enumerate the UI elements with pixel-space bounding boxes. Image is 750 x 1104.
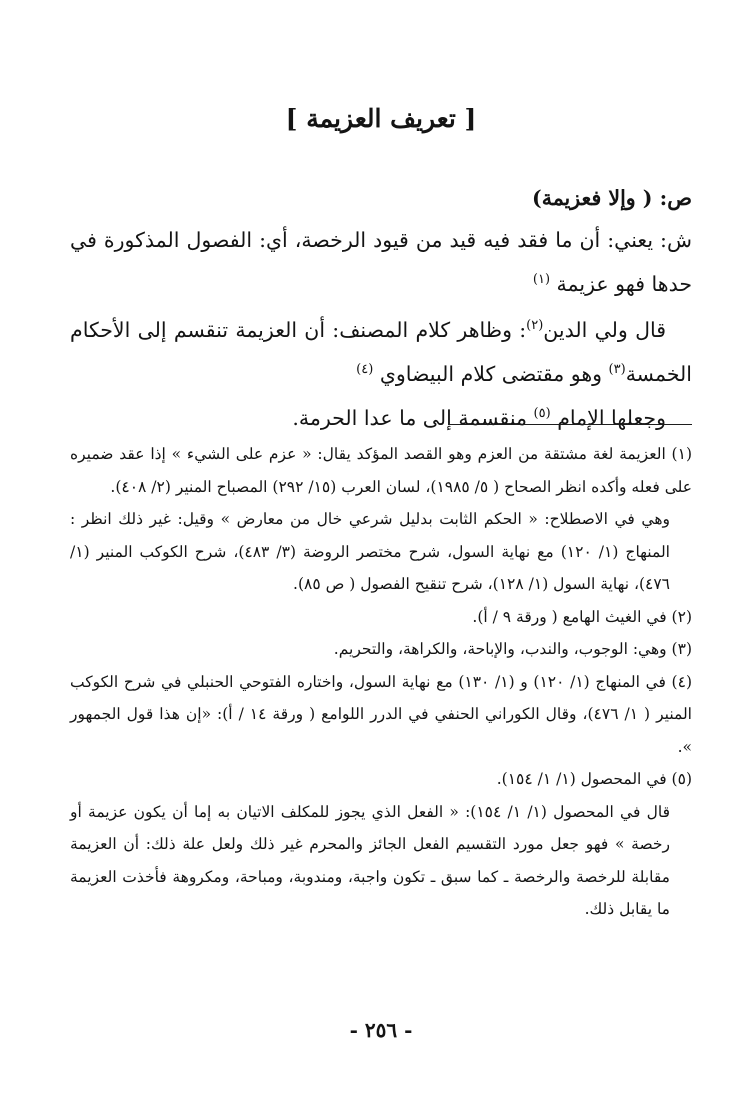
- footnote-ref-3[interactable]: (٣): [608, 362, 626, 377]
- imam-paragraph: [70, 394, 692, 438]
- matn-line: [70, 178, 692, 218]
- footnote-3: (٣) وهي: الوجوب، والندب، والإباحة، والكراهة، والتحريم.: [333, 640, 692, 658]
- opinion-text-1: قال ولي الدين: [543, 318, 667, 342]
- footnote-1-continued: وهي في الاصطلاح: « الحكم الثابت بدليل شرعي خال من معارض » وقيل: غير ذلك انظر : المنهاج (١/ ١٢٠) مع نهاية السول، شرح مختصر الروضة (٣/ ٤٨٣)، شرح الكوكب المنير (١/ ٤٧٦)، نهاية السول (١/ ١٢٨)، شرح تنقيح الفصول ( ص ٨٥).: [70, 510, 670, 593]
- footnote-2: (٢) في الغيث الهامع ( ورقة ٩ / أ).: [472, 607, 692, 626]
- footnote-ref-4[interactable]: (٤): [356, 362, 374, 377]
- page-number: - ٢٥٦ -: [349, 1018, 413, 1042]
- footnote-1: (١) العزيمة لغة مشتقة من العزم وهو القصد المؤكد يقال: « عزم على الشيء » إذا عقد ضميره على فعله وأكده انظر الصحاح ( ٥/ ١٩٨٥)، لسان العرب (١٥/ ٢٩٢) المصباح المنير (٢/ ٤٠٨).: [70, 445, 692, 496]
- main-text: [70, 178, 692, 452]
- footnote-5: (٥) في المحصول (١/ ١/ ١٥٤).: [496, 770, 692, 788]
- footnotes: [70, 438, 692, 926]
- commentary-text: ش: يعني: أن ما فقد فيه قيد من قيود الرخصة، أي: الفصول المذكورة في حدها فهو عزيمة: [70, 228, 692, 296]
- footnote-ref-1[interactable]: (١): [532, 272, 551, 287]
- imam-text-1: وجعلها الإمام: [557, 406, 666, 430]
- footnote-4: (٤) في المنهاج (١/ ١٢٠) و (١/ ١٣٠) مع نهاية السول، واختاره الفتوحي الحنبلي في شرح الكوكب المنير ( ١/ ٤٧٦)، وقال الكوراني الحنفي في الدرر اللوامع ( ورقة ١٤ / أ): «إن هذا قول الجمهور ».: [70, 672, 692, 756]
- footnote-divider: [448, 424, 692, 425]
- book-page: [70, 0, 692, 1104]
- section-title: [ تعريف العزيمة ]: [285, 104, 477, 133]
- commentary-paragraph: [70, 220, 692, 304]
- matn-text: ص: ( وإلا فعزيمة): [532, 186, 692, 210]
- imam-text-2: منقسمة إلى ما عدا الحرمة.: [292, 406, 534, 430]
- footnote-5-continued: قال في المحصول (١/ ١/ ١٥٤): « الفعل الذي يجوز للمكلف الاتيان به إما أن يكون عزيمة أو رخصة » فهو جعل مورد التقسيم الفعل الجائز والمحرم غير ذلك ولعل علة ذلك: أن العزيمة مقابلة للرخصة والرخصة ـ كما سبق ـ تكون واجبة، ومندوبة، ومباحة، ومكروهة فأخذت العزيمة ما يقابل ذلك.: [70, 802, 670, 918]
- opinion-text-2: : وظاهر كلام المصنف: أن العزيمة تنقسم إلى الأحكام الخمسة: [70, 318, 692, 386]
- footnote-ref-2[interactable]: (٢): [526, 318, 544, 333]
- opinion-text-3: وهو مقتضى كلام البيضاوي: [379, 362, 609, 386]
- footnote-ref-5[interactable]: (٥): [533, 406, 551, 421]
- opinion-paragraph: [70, 306, 692, 394]
